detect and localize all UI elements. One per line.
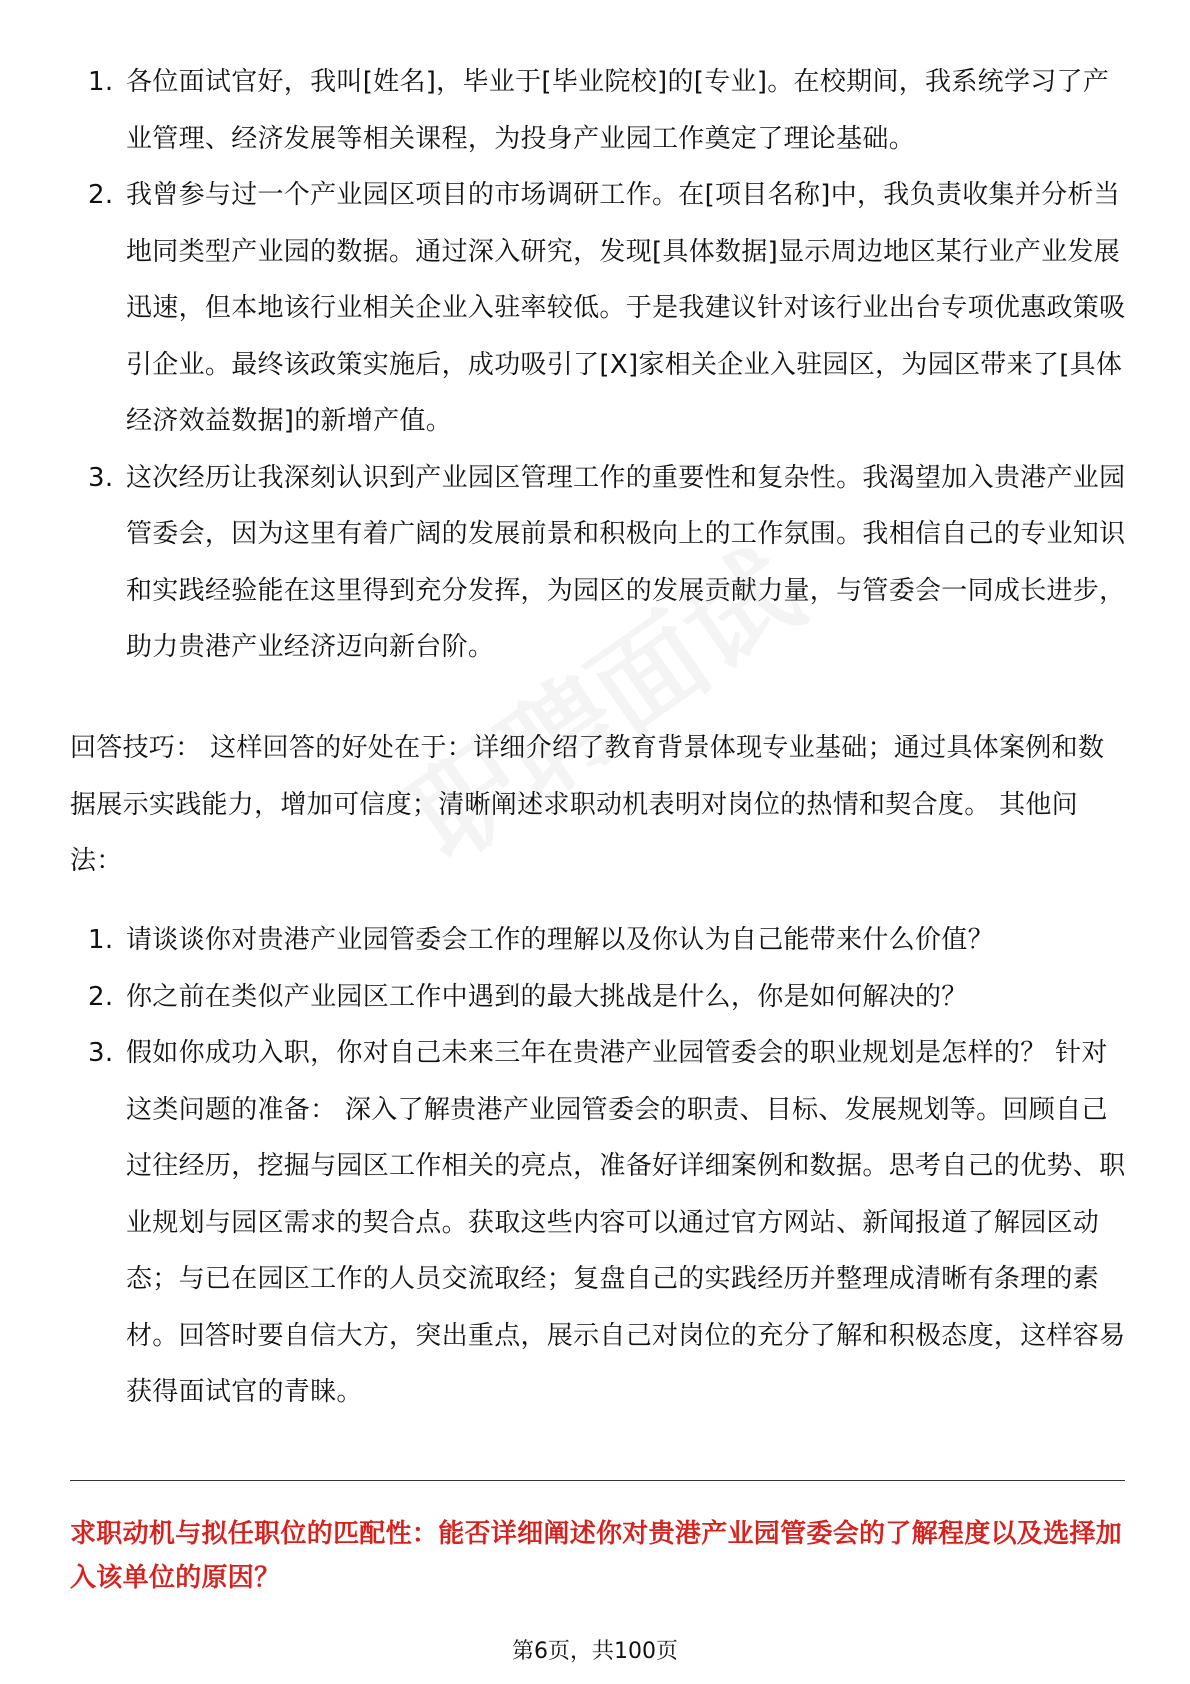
question-heading: 求职动机与拟任职位的匹配性：能否详细阐述你对贵港产业园管委会的了解程度以及选择加入该单位的原因？	[70, 1519, 1123, 1593]
section-divider	[70, 1480, 1125, 1481]
list-number: 3.	[88, 1038, 114, 1068]
alternative-questions-list	[88, 912, 1128, 1421]
list-item-text: 这次经历让我深刻认识到产业园区管理工作的重要性和复杂性。我渴望加入贵港产业园管委会，因为这里有着广阔的发展前景和积极向上的工作氛围。我相信自己的专业知识和实践经验能在这里得到充分发挥，为园区的发展贡献力量，与管委会一同成长进步，助力贵港产业经济迈向新台阶。	[126, 462, 1126, 662]
list-item	[88, 54, 1128, 167]
list-number: 1.	[88, 67, 114, 97]
page-footer: 第6页，共100页	[512, 1639, 678, 1664]
list-item-text: 假如你成功入职，你对自己未来三年在贵港产业园管委会的职业规划是怎样的？ 针对这类问题的准备： 深入了解贵港产业园管委会的职责、目标、发展规划等。回顾自己过往经历，挖掘与园区工作相关的亮点，准备好详细案例和数据。思考自己的优势、职业规划与园区需求的契合点。获取这些内容可以通过官方网站、新闻报道了解园区动态；与已在园区工作的人员交流取经；复盘自己的实践经历并整理成清晰有条理的素材。回答时要自信大方，突出重点，展示自己对岗位的充分了解和积极态度，这样容易获得面试官的青睐。	[126, 1038, 1126, 1407]
list-number: 2.	[88, 981, 114, 1012]
list-item-text: 你之前在类似产业园区工作中遇到的最大挑战是什么，你是如何解决的？	[126, 981, 968, 1012]
list-item-text: 各位面试官好，我叫[姓名]，毕业于[毕业院校]的[专业]。在校期间，我系统学习了产业管理、经济发展等相关课程，为投身产业园工作奠定了理论基础。	[126, 67, 1110, 154]
list-number: 2.	[88, 180, 114, 210]
list-item	[88, 450, 1128, 676]
list-number: 1.	[88, 925, 114, 955]
list-item	[88, 912, 1128, 969]
answer-list	[88, 54, 1128, 676]
list-item-text: 请谈谈你对贵港产业园管委会工作的理解以及你认为自己能带来什么价值？	[126, 925, 994, 955]
list-item	[88, 1025, 1128, 1421]
list-item	[88, 969, 1128, 1026]
answer-tips-paragraph: 回答技巧： 这样回答的好处在于：详细介绍了教育背景体现专业基础；通过具体案例和数据展示实践能力，增加可信度；清晰阐述求职动机表明对岗位的热情和契合度。 其他问法：	[70, 733, 1105, 876]
list-item	[88, 167, 1128, 450]
list-item-text: 我曾参与过一个产业园区项目的市场调研工作。在[项目名称]中，我负责收集并分析当地同类型产业园的数据。通过深入研究，发现[具体数据]显示周边地区某行业产业发展迅速，但本地该行业相关企业入驻率较低。于是我建议针对该行业出台专项优惠政策吸引企业。最终该政策实施后，成功吸引了[X]家相关企业入驻园区，为园区带来了[具体经济效益数据]的新增产值。	[126, 180, 1126, 436]
list-number: 3.	[88, 462, 114, 493]
